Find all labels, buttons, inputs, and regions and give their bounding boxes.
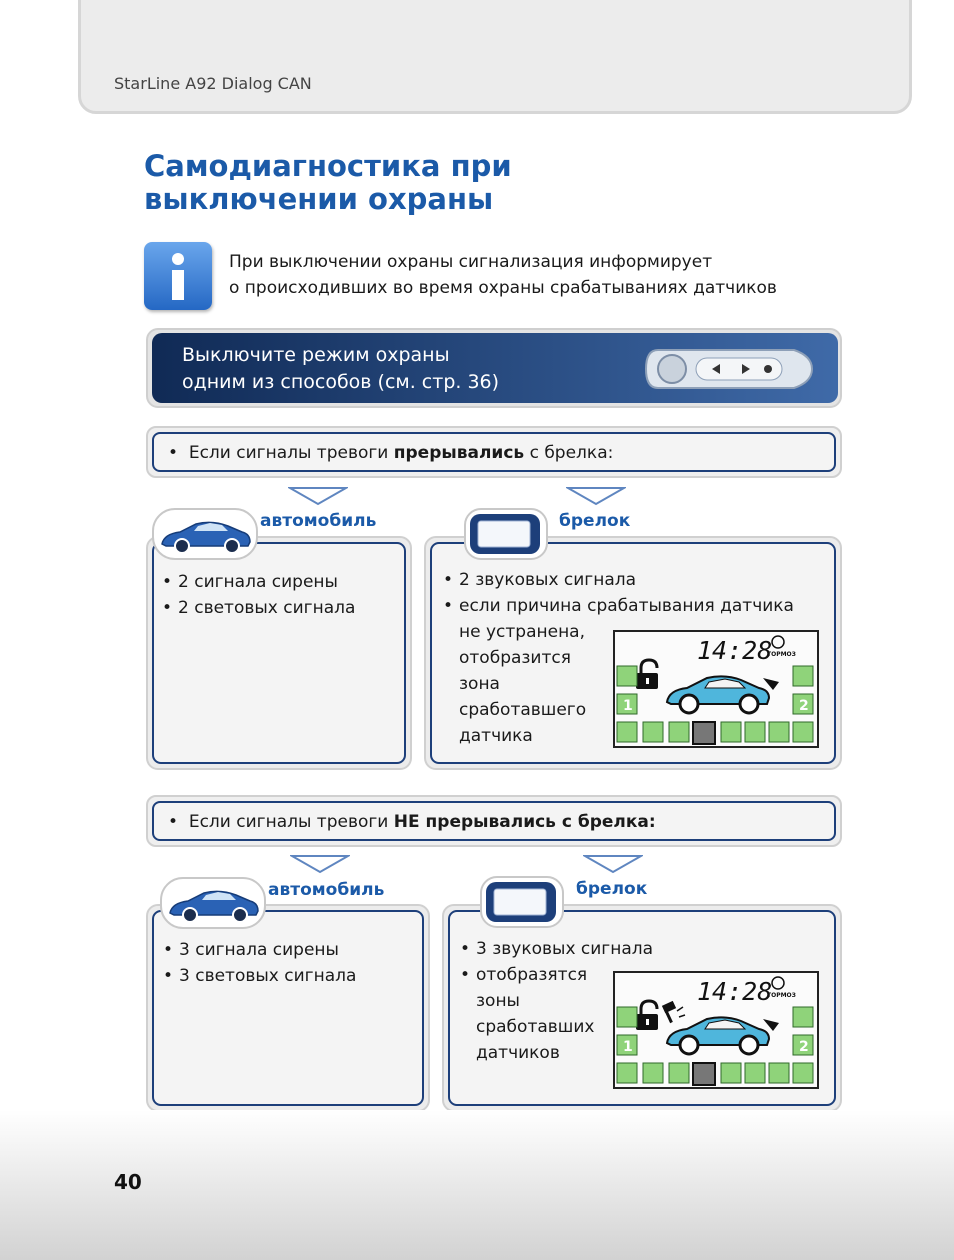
step-line2: одним из способов (см. стр. 36) — [182, 371, 500, 393]
fob-label-1: брелок — [559, 511, 631, 531]
lcd-display — [613, 630, 819, 748]
door-zone-icon — [617, 666, 637, 686]
car-label-1: автомобиль — [260, 511, 377, 531]
fan-icon — [721, 722, 741, 742]
page-title — [144, 150, 512, 216]
thermometer-icon — [793, 1063, 813, 1083]
recycle-icon — [617, 1063, 637, 1083]
condition-text-interrupted: • Если сигналы тревоги прерывались с брелка: — [168, 443, 614, 463]
shock-sensor-icon — [693, 722, 715, 744]
condition-text-not-interrupted: • Если сигналы тревоги НЕ прерывались с брелка: — [168, 812, 656, 832]
thermometer-icon — [793, 722, 813, 742]
remote-fob-icon — [464, 508, 548, 560]
heater-icon — [745, 722, 765, 742]
condition-bar-interrupted — [146, 426, 842, 478]
key-fob-icon — [644, 346, 814, 392]
fan-icon — [721, 1063, 741, 1083]
tire-zone-icon — [793, 666, 813, 686]
lcd-time: 14:28 — [697, 636, 773, 665]
step-line1: Выключите режим охраны — [182, 344, 450, 366]
svg-text:ТОРМОЗ: ТОРМОЗ — [767, 651, 796, 658]
svg-text:1: 1 — [623, 698, 633, 714]
lcd-display — [613, 971, 819, 1089]
svg-text:2: 2 — [799, 698, 809, 714]
page-title-line1: Самодиагностика при — [144, 149, 512, 183]
car-icon — [160, 877, 266, 929]
arrow-down-icon — [566, 486, 626, 506]
list-item: • 2 звуковых сигнала — [443, 567, 794, 593]
car-list-2 — [163, 937, 356, 989]
arrow-down-icon — [288, 486, 348, 506]
list-item: • если причина срабатывания датчика не устранена, отобразится зона сработавшего датчика — [443, 593, 794, 749]
clock-icon — [769, 722, 789, 742]
list-item: • 2 сигнала сирены — [162, 569, 355, 595]
door-zone-icon — [617, 1007, 637, 1027]
car-panel-2 — [146, 904, 430, 1112]
fob-label-2: брелок — [576, 879, 648, 899]
engine-icon — [669, 1063, 689, 1083]
list-item: • 3 световых сигнала — [163, 963, 356, 989]
intro-line1: При выключении охраны сигнализация информирует — [229, 252, 713, 272]
svg-text:ТОРМОЗ: ТОРМОЗ — [767, 992, 796, 999]
heater-icon — [745, 1063, 765, 1083]
car-list-1 — [162, 569, 355, 621]
intro-line2: о происходивших во время охраны срабатываниях датчиков — [229, 278, 777, 298]
footer-band — [0, 1110, 954, 1260]
list-item: • 3 сигнала сирены — [163, 937, 356, 963]
shock-sensor-icon — [693, 1063, 715, 1085]
svg-text:1: 1 — [623, 1039, 633, 1055]
lcd-time: 14:28 — [697, 977, 773, 1006]
arrow-down-icon — [583, 854, 643, 874]
step-banner-text — [182, 342, 499, 396]
car-icon — [152, 508, 258, 560]
svg-text:2: 2 — [799, 1039, 809, 1055]
wrench-icon — [643, 722, 663, 742]
arrow-down-icon — [290, 854, 350, 874]
clock-icon — [769, 1063, 789, 1083]
remote-fob-icon — [480, 876, 564, 928]
page-title-line2: выключении охраны — [144, 182, 494, 216]
engine-icon — [669, 722, 689, 742]
info-icon — [144, 242, 212, 310]
intro-text — [229, 249, 777, 301]
wrench-icon — [643, 1063, 663, 1083]
list-item: • отобразятся зоны сработавших датчиков — [460, 962, 653, 1066]
list-item: • 3 звуковых сигнала — [460, 936, 653, 962]
page-number: 40 — [114, 1170, 142, 1194]
condition-bar-not-interrupted — [146, 795, 842, 847]
header-product-name: StarLine A92 Dialog CAN — [114, 74, 312, 93]
header-bar — [78, 0, 912, 114]
list-item: • 2 световых сигнала — [162, 595, 355, 621]
tire-zone-icon — [793, 1007, 813, 1027]
car-label-2: автомобиль — [268, 880, 385, 900]
recycle-icon — [617, 722, 637, 742]
